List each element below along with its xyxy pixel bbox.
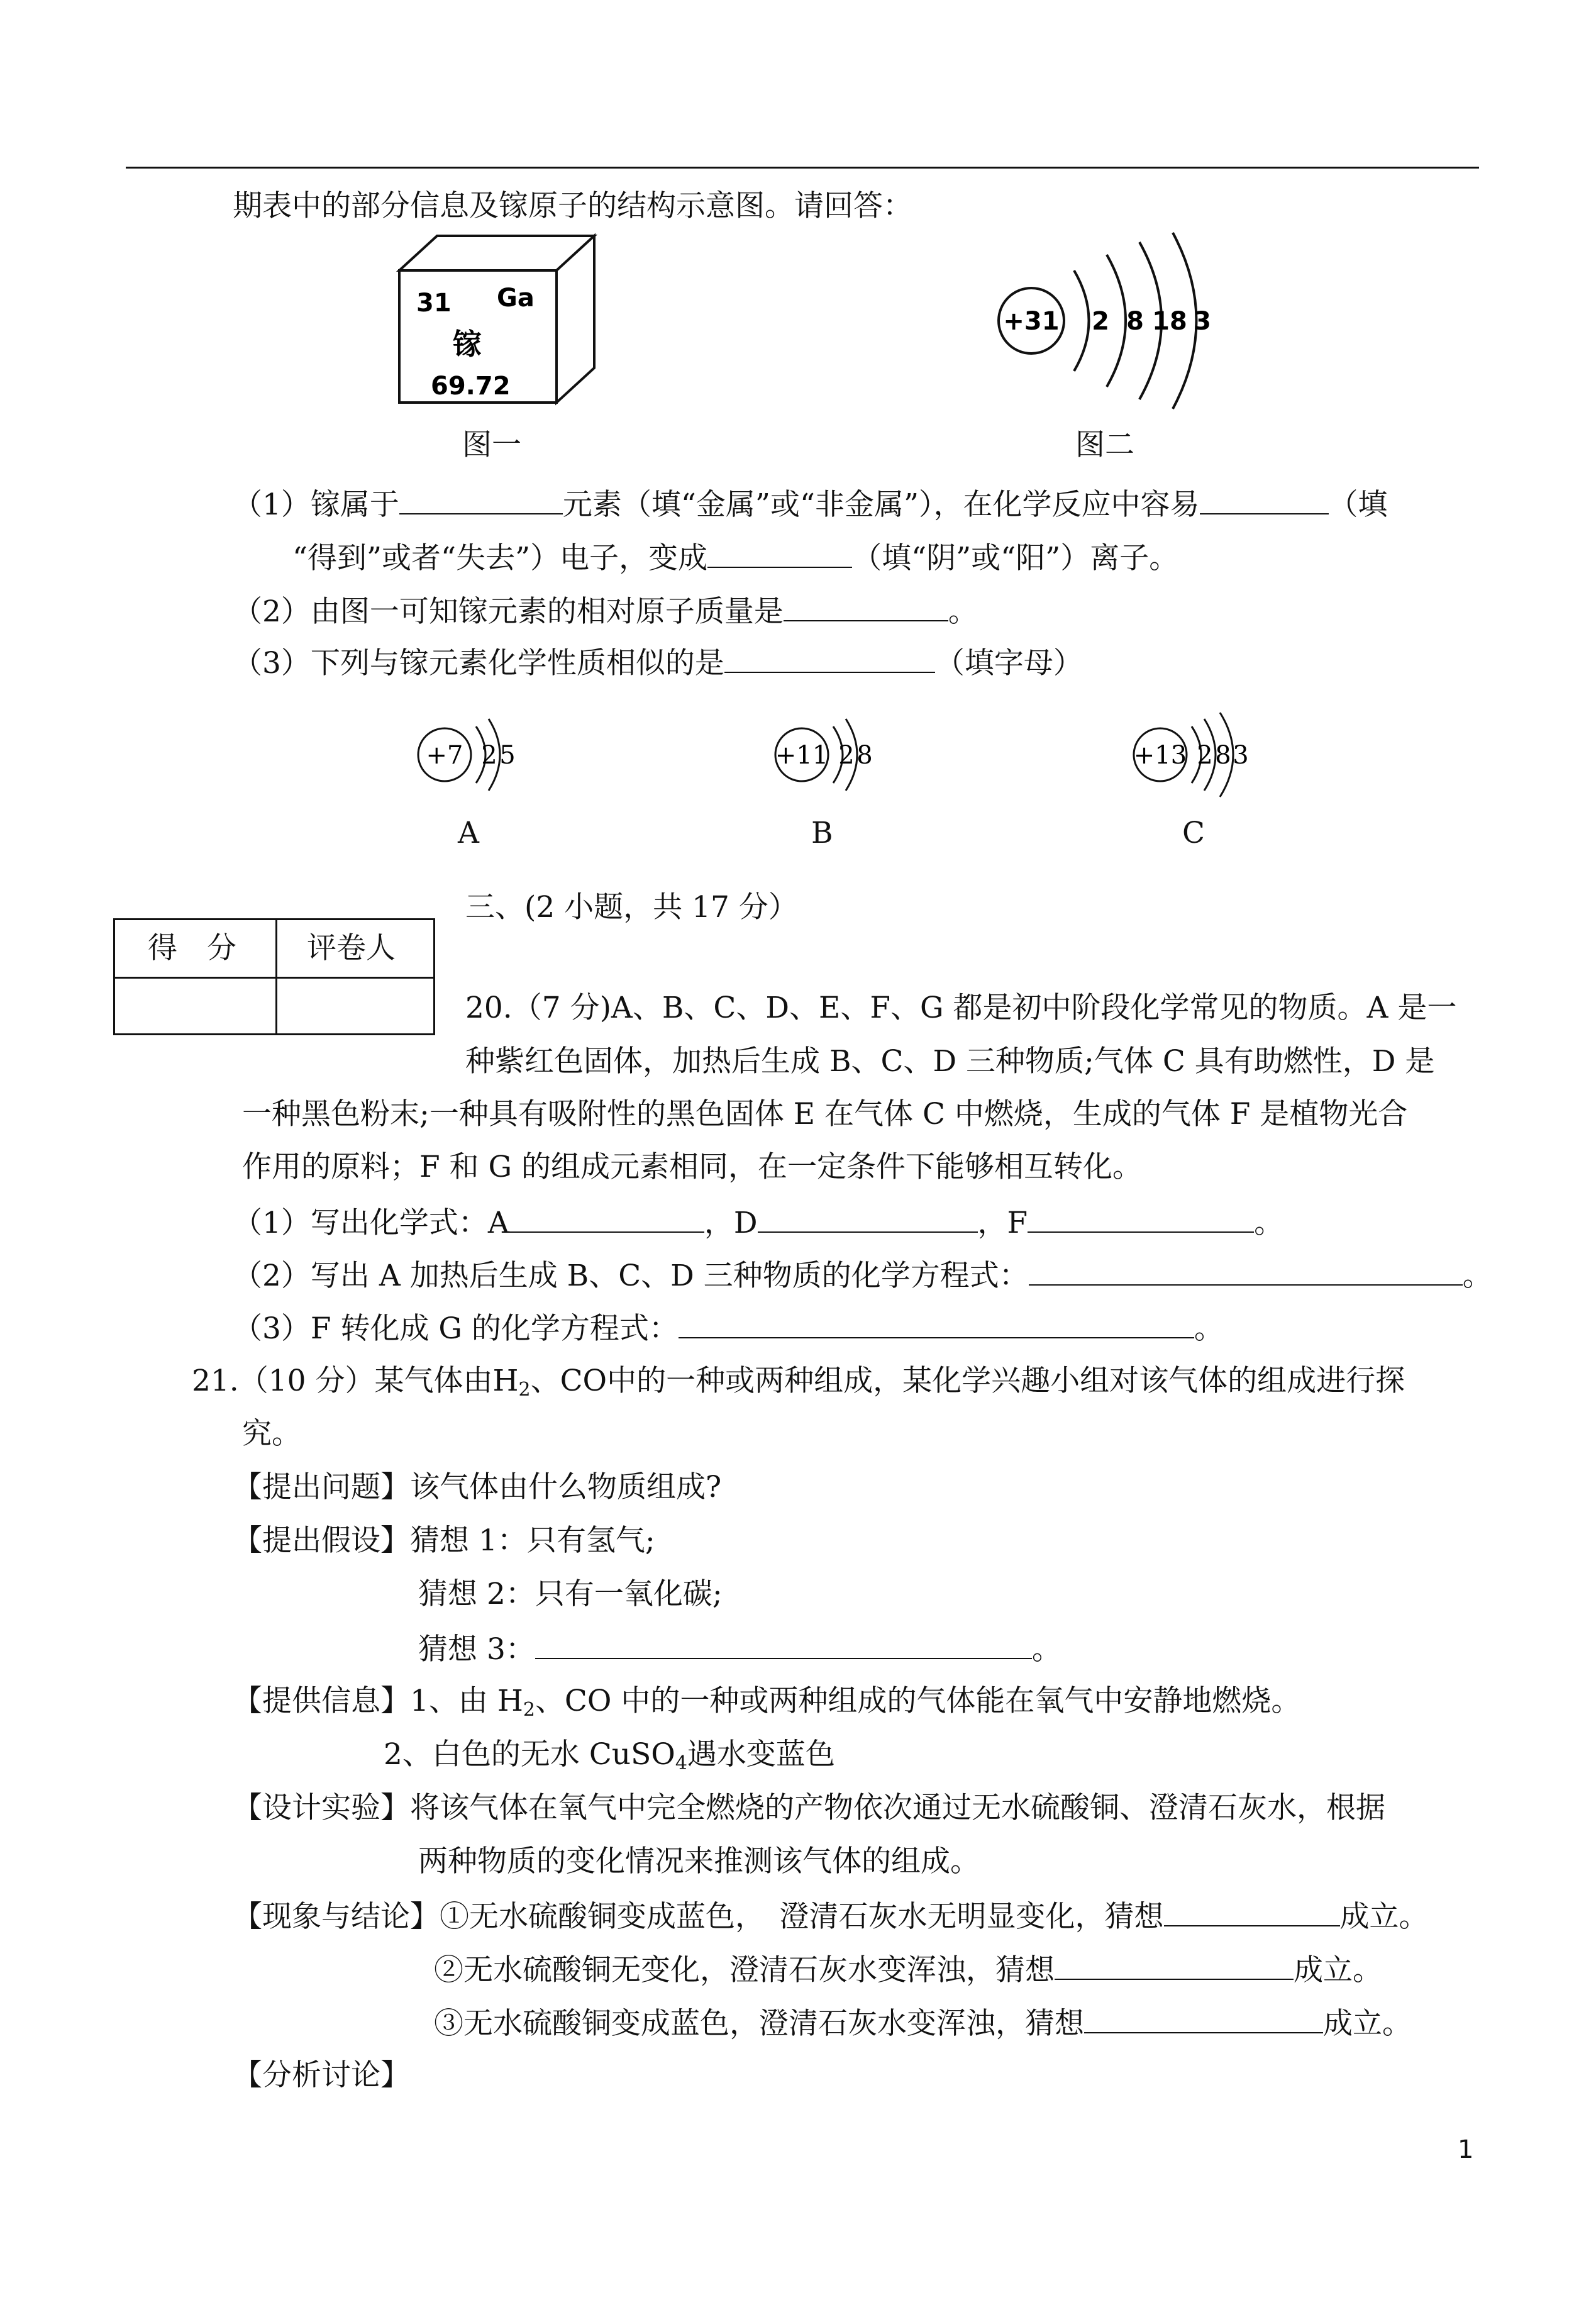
atom-a-nucleus: +7 (426, 741, 463, 770)
answer-blank[interactable] (399, 484, 563, 514)
score-cell[interactable] (118, 981, 274, 1031)
q21-hypothesis-1: 【提出假设】猜想 1：只有氢气; (233, 1523, 655, 1558)
answer-blank[interactable] (707, 538, 852, 568)
ga-shell-1: 2 (1092, 307, 1109, 336)
answer-blank[interactable] (784, 591, 948, 621)
ga-shell-2: 8 (1126, 307, 1144, 336)
score-header: 得 分 (148, 931, 236, 965)
figure-1-element-box (390, 230, 597, 418)
atom-b-label: B (811, 816, 833, 850)
atom-b-shell-2: 8 (856, 741, 873, 770)
q21-observation-2: ②无水硫酸铜无变化，澄清石灰水变浑浊，猜想 成立。 (434, 1950, 1382, 1989)
atom-c-shell-3: 3 (1233, 741, 1249, 770)
option-atom-a (412, 708, 563, 802)
answer-blank[interactable] (535, 1629, 1032, 1659)
q20-part1: （1）写出化学式：A ，D ，F 。 (233, 1203, 1283, 1242)
q20-line3: 一种黑色粉末;一种具有吸附性的黑色固体 E 在气体 C 中燃烧，生成的气体 F 是植物光合 (242, 1097, 1408, 1131)
answer-blank[interactable] (758, 1203, 978, 1233)
option-atom-c (1126, 708, 1289, 802)
answer-blank[interactable] (1029, 1255, 1463, 1286)
q20-line4: 作用的原料；F 和 G 的组成元素相同，在一定条件下能够相互转化。 (242, 1150, 1142, 1184)
page-number: 1 (1458, 2135, 1474, 2164)
q20-part3: （3）F 转化成 G 的化学方程式： 。 (233, 1308, 1224, 1348)
atom-c-nucleus: +13 (1133, 741, 1187, 770)
q19-part1-line2: “得到”或者“失去”）电子，变成 （填“阴”或“阳”）离子。 (292, 538, 1178, 577)
element-symbol: Ga (497, 284, 535, 313)
atom-a-shell-1: 2 (481, 741, 497, 770)
atom-a-label: A (458, 816, 479, 850)
q21-observation-1: 【现象与结论】①无水硫酸铜变成蓝色， 澄清石灰水无明显变化，猜想 成立。 (233, 1896, 1429, 1936)
figure-1-caption: 图一 (462, 428, 521, 462)
q21-design-1: 【设计实验】将该气体在氧气中完全燃烧的产物依次通过无水硫酸铜、澄清石灰水，根据 (233, 1791, 1385, 1825)
element-name: 镓 (453, 327, 482, 361)
q20-part2: （2）写出 A 加热后生成 B、C、D 三种物质的化学方程式： 。 (233, 1255, 1492, 1295)
element-number: 31 (416, 289, 452, 318)
q21-info-1: 【提供信息】1、由 $H_2$、CO 中的一种或两种组成的气体能在氧气中安静地燃烧。 (233, 1684, 1301, 1721)
element-mass: 69.72 (431, 372, 511, 401)
header-rule (126, 167, 1479, 169)
q21-hypothesis-3: 猜想 3： 。 (418, 1629, 1061, 1669)
q21-design-2: 两种物质的变化情况来推测该气体的组成。 (418, 1844, 980, 1879)
q21-observation-3: ③无水硫酸铜变成蓝色，澄清石灰水变浑浊，猜想 成立。 (434, 2003, 1412, 2043)
answer-blank[interactable] (509, 1203, 704, 1233)
section-3-heading: 三、(2 小题，共 17 分） (465, 890, 798, 925)
q21-ask: 【提出问题】该气体由什么物质组成? (233, 1470, 722, 1504)
option-atom-b (767, 708, 918, 802)
answer-blank[interactable] (679, 1308, 1194, 1338)
q20-line1: 20.（7 分)A、B、C、D、E、F、G 都是初中阶段化学常见的物质。A 是一 (465, 991, 1457, 1025)
q21-hypothesis-2: 猜想 2：只有一氧化碳; (418, 1577, 723, 1611)
score-table-v-divider (275, 920, 277, 1033)
atom-a-shell-2: 5 (499, 741, 516, 770)
atom-c-label: C (1182, 816, 1205, 850)
score-table-h-divider (115, 977, 433, 979)
atom-b-shell-1: 2 (838, 741, 855, 770)
answer-blank[interactable] (1028, 1203, 1254, 1233)
answer-blank[interactable] (1084, 2003, 1323, 2033)
q20-line2: 种紫红色固体，加热后生成 B、C、D 三种物质;气体 C 具有助燃性，D 是 (465, 1044, 1435, 1079)
q19-part2: （2）由图一可知镓元素的相对原子质量是 。 (233, 591, 978, 631)
grader-cell[interactable] (280, 981, 431, 1031)
ga-shell-3: 18 (1152, 307, 1187, 336)
atom-c-shell-2: 8 (1215, 741, 1231, 770)
q19-part3: （3）下列与镓元素化学性质相似的是 （填字母） (233, 643, 1083, 682)
figure-2-caption: 图二 (1075, 428, 1134, 462)
score-table (113, 918, 435, 1035)
atom-c-shell-1: 2 (1197, 741, 1213, 770)
ga-shell-4: 3 (1194, 307, 1211, 336)
grader-header: 评卷人 (307, 931, 396, 965)
q21-line1: 21.（10 分）某气体由$H_2$、CO中的一种或两种组成，某化学兴趣小组对该气体的组成进行探 (192, 1364, 1405, 1401)
figure-2-atom-structure (994, 226, 1258, 415)
q21-line2: 究。 (242, 1416, 301, 1451)
answer-blank[interactable] (1200, 484, 1329, 514)
answer-blank[interactable] (724, 643, 935, 673)
intro-text: 期表中的部分信息及镓原子的结构示意图。请回答： (233, 189, 912, 223)
ga-nucleus: +31 (1003, 307, 1060, 336)
q21-discussion: 【分析讨论】 (233, 2058, 410, 2092)
answer-blank[interactable] (1164, 1896, 1340, 1926)
q21-info-2: 2、白色的无水 CuSO$_4$遇水变蓝色 (384, 1737, 835, 1774)
atom-b-nucleus: +11 (775, 741, 829, 770)
answer-blank[interactable] (1055, 1950, 1294, 1980)
q19-part1-line1: （1）镓属于 元素（填“金属”或“非金属”），在化学反应中容易 （填 (233, 484, 1388, 524)
